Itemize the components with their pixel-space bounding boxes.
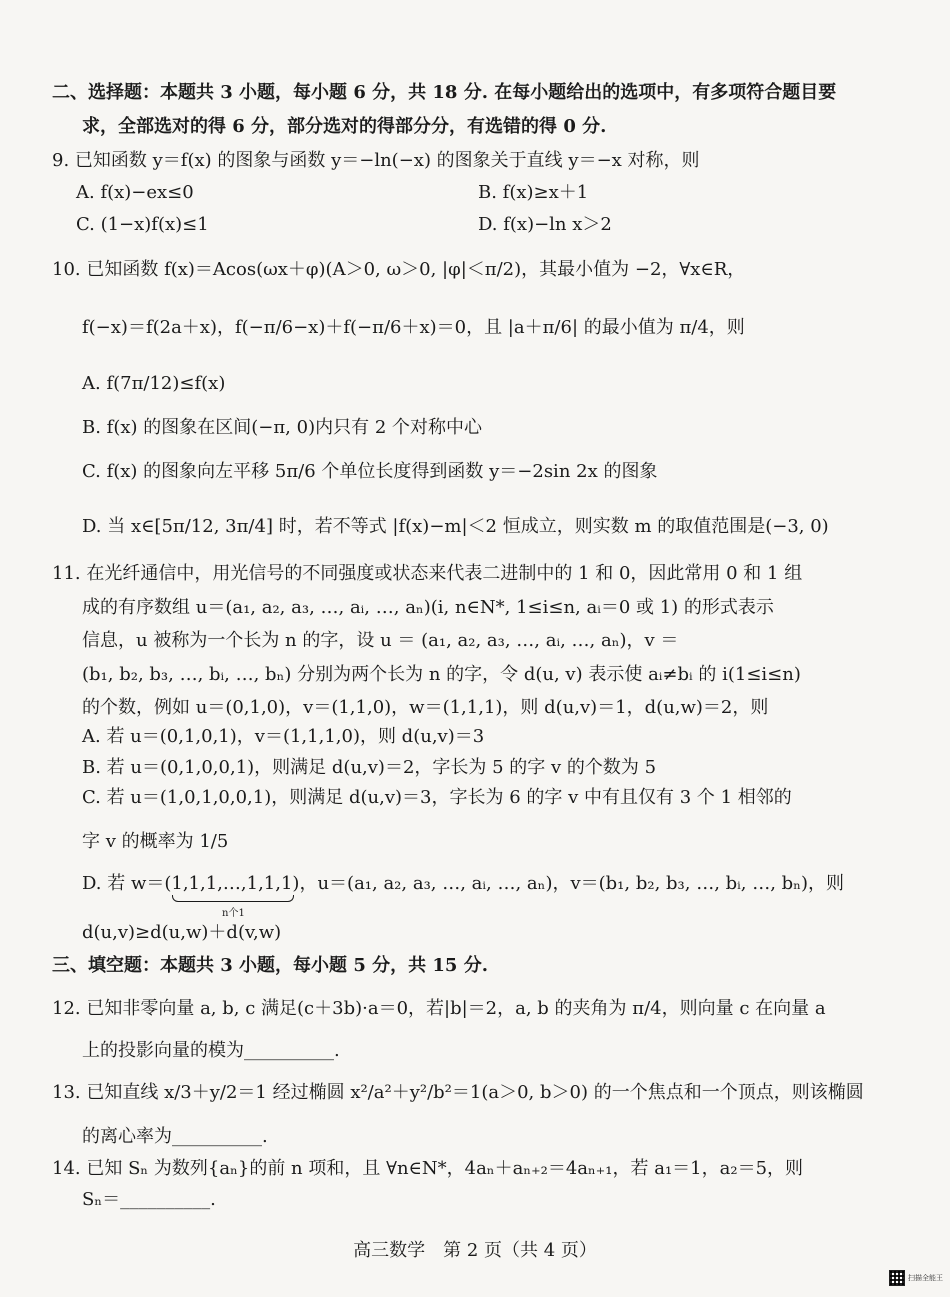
q11-underbrace-label: n个1 xyxy=(222,908,245,919)
q11-stem-line5: 的个数，例如 u＝(0,1,0)，v＝(1,1,0)，w＝(1,1,1)，则 d(u,v)＝1，d(u,w)＝2，则 xyxy=(82,697,769,718)
q14-line1: 14. 已知 Sₙ 为数列{aₙ}的前 n 项和，且 ∀n∈N*，4aₙ＋aₙ₊₂＝4aₙ₊₁，若 a₁＝1，a₂＝5，则 xyxy=(52,1158,804,1179)
q10-option-a: A. f(7π/12)≤f(x) xyxy=(82,373,226,394)
q11-option-d-line1: D. 若 w＝(1,1,1,…,1,1,1)，u＝(a₁, a₂, a₃, …, aᵢ, …, aₙ)，v＝(b₁, b₂, b₃, …, bᵢ, …, bₙ)，则 xyxy=(82,873,845,894)
q11-stem-line3: 信息，u 被称为一个长为 n 的字，设 u ＝ (a₁, a₂, a₃, …, aᵢ, …, aₙ)，v ＝ xyxy=(82,630,679,651)
page-footer: 高三数学 第 2 页（共 4 页） xyxy=(353,1240,597,1261)
q11-option-c-line1: C. 若 u＝(1,0,1,0,0,1)，则满足 d(u,v)＝3，字长为 6 的字 v 中有且仅有 3 个 1 相邻的 xyxy=(82,787,792,808)
q14-line2: Sₙ＝__________. xyxy=(82,1189,216,1210)
q11-option-d-line2: d(u,v)≥d(u,w)＋d(v,w) xyxy=(82,922,282,943)
scanner-watermark-text: 扫描全能王 xyxy=(908,1274,943,1282)
q10-option-d: D. 当 x∈[5π/12, 3π/4] 时，若不等式 |f(x)−m|＜2 恒成立，则实数 m 的取值范围是(−3, 0) xyxy=(82,516,829,537)
q11-stem-line4: (b₁, b₂, b₃, …, bᵢ, …, bₙ) 分别为两个长为 n 的字，令 d(u, v) 表示使 aᵢ≠bᵢ 的 i(1≤i≤n) xyxy=(82,664,801,685)
q9-stem: 9. 已知函数 y＝f(x) 的图象与函数 y＝−ln(−x) 的图象关于直线 y＝−x 对称，则 xyxy=(52,150,700,171)
q11-stem-line2: 成的有序数组 u＝(a₁, a₂, a₃, …, aᵢ, …, aₙ)(i, n∈N*, 1≤i≤n, aᵢ＝0 或 1) 的形式表示 xyxy=(82,597,774,618)
q9-option-d: D. f(x)−ln x＞2 xyxy=(478,214,612,235)
q10-option-b: B. f(x) 的图象在区间(−π, 0)内只有 2 个对称中心 xyxy=(82,417,482,438)
q13-line2: 的离心率为__________. xyxy=(82,1126,268,1147)
q12-line1: 12. 已知非零向量 a, b, c 满足(c＋3b)·a＝0，若|b|＝2，a, b 的夹角为 π/4，则向量 c 在向量 a xyxy=(52,998,826,1019)
scanner-watermark xyxy=(889,1268,947,1288)
q10-stem-line1: 10. 已知函数 f(x)＝Acos(ωx＋φ)(A＞0, ω＞0, |φ|＜π/2)，其最小值为 −2，∀x∈R， xyxy=(52,259,746,280)
q10-stem-line2: f(−x)＝f(2a＋x)，f(−π/6−x)＋f(−π/6＋x)＝0，且 |a＋π/6| 的最小值为 π/4，则 xyxy=(82,317,745,338)
section2-heading-line2: 求，全部选对的得 6 分，部分选对的得部分分，有选错的得 0 分. xyxy=(82,116,607,137)
section3-heading: 三、填空题：本题共 3 小题，每小题 5 分，共 15 分. xyxy=(52,955,488,976)
q11-option-c-line2: 字 v 的概率为 1/5 xyxy=(82,831,229,852)
q12-line2: 上的投影向量的模为__________. xyxy=(82,1040,340,1061)
q9-option-a: A. f(x)−ex≤0 xyxy=(76,182,194,203)
q10-option-c: C. f(x) 的图象向左平移 5π/6 个单位长度得到函数 y＝−2sin 2x 的图象 xyxy=(82,461,658,482)
section2-heading-line1: 二、选择题：本题共 3 小题，每小题 6 分，共 18 分. 在每小题给出的选项中，有多项符合题目要 xyxy=(52,82,837,103)
qr-code-icon xyxy=(889,1270,905,1286)
q9-option-b: B. f(x)≥x＋1 xyxy=(478,182,589,203)
q11-option-b: B. 若 u＝(0,1,0,0,1)，则满足 d(u,v)＝2，字长为 5 的字 v 的个数为 5 xyxy=(82,757,657,778)
q11-stem-line1: 11. 在光纤通信中，用光信号的不同强度或状态来代表二进制中的 1 和 0，因此常用 0 和 1 组 xyxy=(52,563,803,584)
q11-underbrace xyxy=(172,895,294,902)
q11-option-a: A. 若 u＝(0,1,0,1)，v＝(1,1,1,0)，则 d(u,v)＝3 xyxy=(82,726,485,747)
q13-line1: 13. 已知直线 x/3＋y/2＝1 经过椭圆 x²/a²＋y²/b²＝1(a＞0, b＞0) 的一个焦点和一个顶点，则该椭圆 xyxy=(52,1082,864,1103)
q9-option-c: C. (1−x)f(x)≤1 xyxy=(76,214,209,235)
